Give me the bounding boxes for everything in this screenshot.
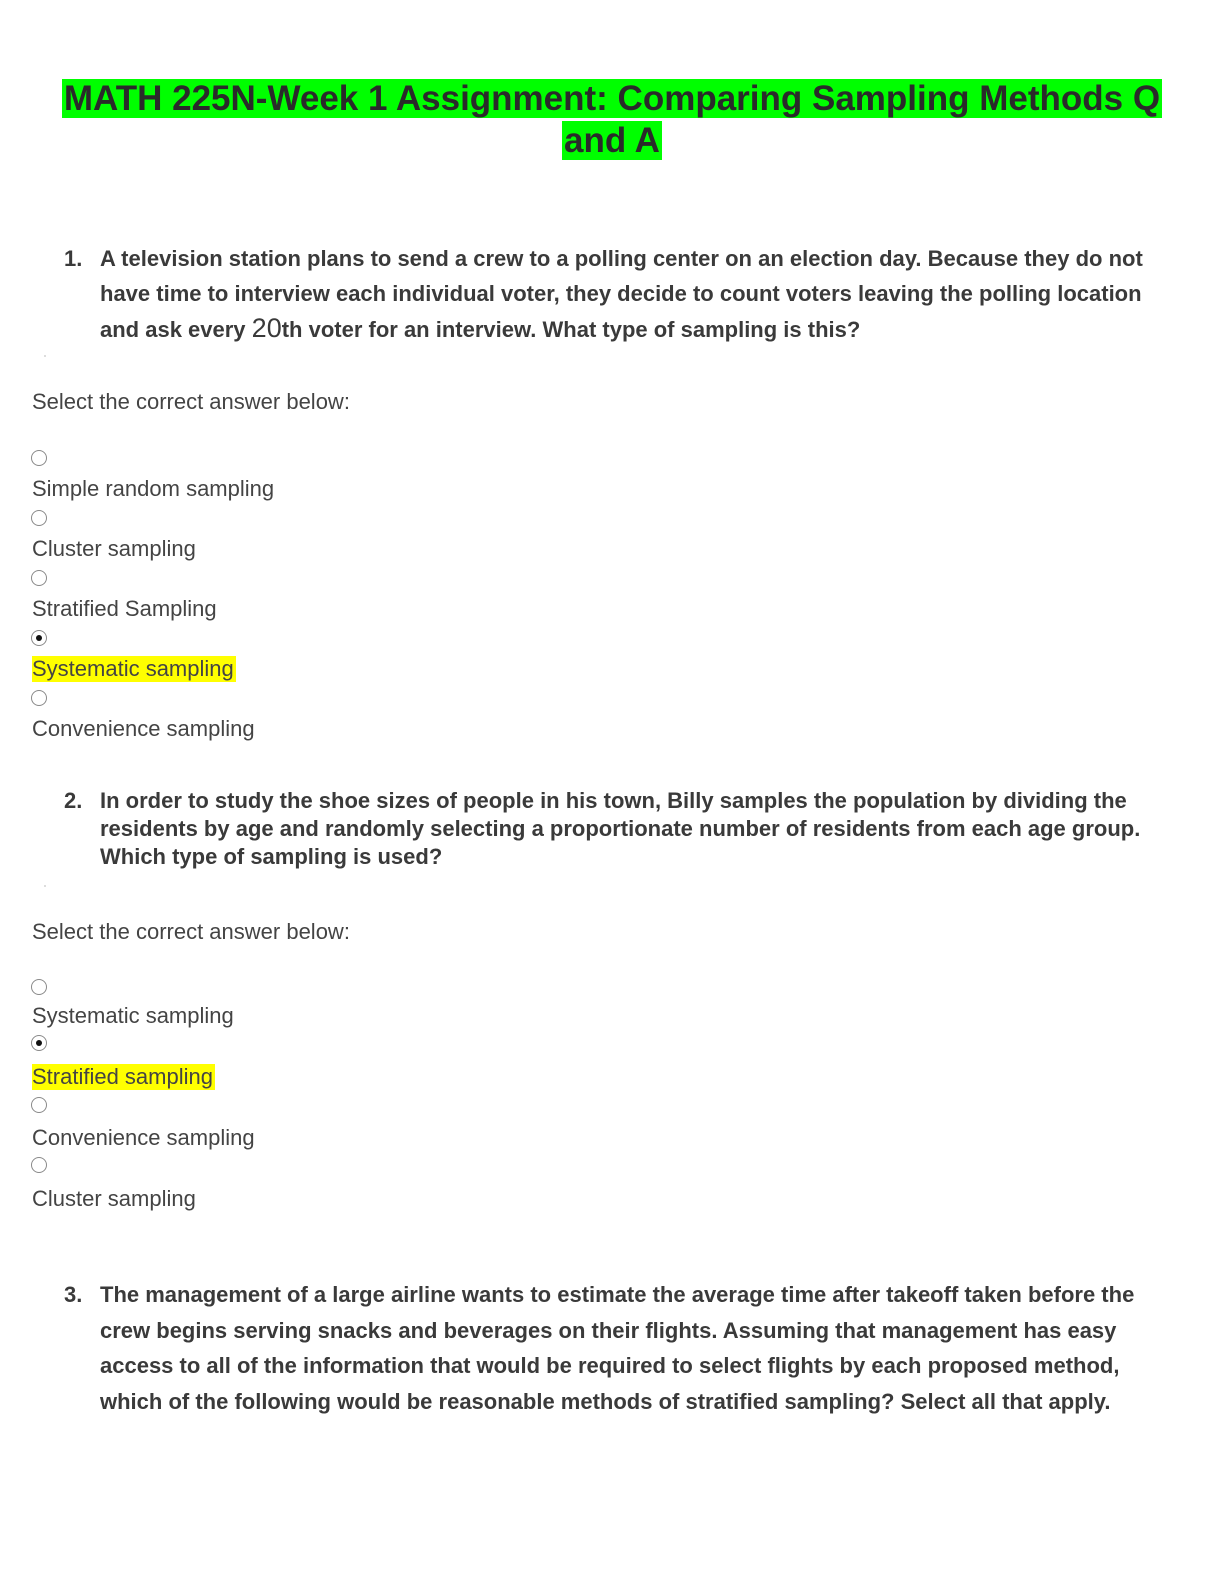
option-label-correct: Stratified sampling bbox=[32, 1064, 213, 1089]
option-label-correct: Systematic sampling bbox=[32, 656, 234, 681]
radio-option-systematic[interactable] bbox=[31, 979, 47, 995]
question-text: A television station plans to send a crew to a polling center on an election day. Because they do not have time to interview each individual voter, they decide to count voters leaving the polling location and ask every 20th voter for an interview. What type of sampling is this? bbox=[100, 246, 1143, 343]
question-2 bbox=[64, 787, 1184, 871]
question-number: 1. bbox=[64, 246, 83, 271]
question-text: In order to study the shoe sizes of people in his town, Billy samples the population by dividing the residents by age and randomly selecting a proportionate number of residents from each age group. Which type of sampling is used? bbox=[100, 788, 1141, 869]
decorative-dot bbox=[44, 885, 46, 887]
option-label: Simple random sampling bbox=[32, 476, 275, 501]
radio-option-stratified-selected[interactable] bbox=[31, 1035, 47, 1051]
decorative-dot bbox=[44, 355, 46, 357]
radio-option-convenience[interactable] bbox=[31, 690, 47, 706]
option-label: Convenience sampling bbox=[32, 1125, 255, 1150]
option-label: Cluster sampling bbox=[32, 536, 196, 561]
radio-option-systematic-selected[interactable] bbox=[31, 630, 47, 646]
radio-option-cluster[interactable] bbox=[31, 1157, 47, 1173]
radio-option-simple-random[interactable] bbox=[31, 450, 47, 466]
question-1 bbox=[64, 241, 1184, 347]
question-text: The management of a large airline wants to estimate the average time after takeoff taken before the crew begins serving snacks and beverages on their flights. Assuming that management has easy access to all of the information that would be required to select flights by each proposed method, which of the following would be reasonable methods of stratified sampling? Select all that apply. bbox=[100, 1282, 1135, 1414]
option-label: Systematic sampling bbox=[32, 1003, 234, 1028]
page-title: MATH 225N-Week 1 Assignment: Comparing Sampling Methods Q and A bbox=[63, 79, 1161, 160]
question-number: 3. bbox=[64, 1282, 83, 1307]
radio-option-convenience[interactable] bbox=[31, 1097, 47, 1113]
radio-option-cluster[interactable] bbox=[31, 510, 47, 526]
option-label: Convenience sampling bbox=[32, 716, 255, 741]
answer-prompt: Select the correct answer below: bbox=[32, 919, 350, 944]
question-number: 2. bbox=[64, 788, 83, 813]
question-3 bbox=[64, 1277, 1184, 1419]
option-label: Cluster sampling bbox=[32, 1186, 196, 1211]
option-label: Stratified Sampling bbox=[32, 596, 217, 621]
radio-option-stratified[interactable] bbox=[31, 570, 47, 586]
answer-prompt: Select the correct answer below: bbox=[32, 389, 350, 414]
